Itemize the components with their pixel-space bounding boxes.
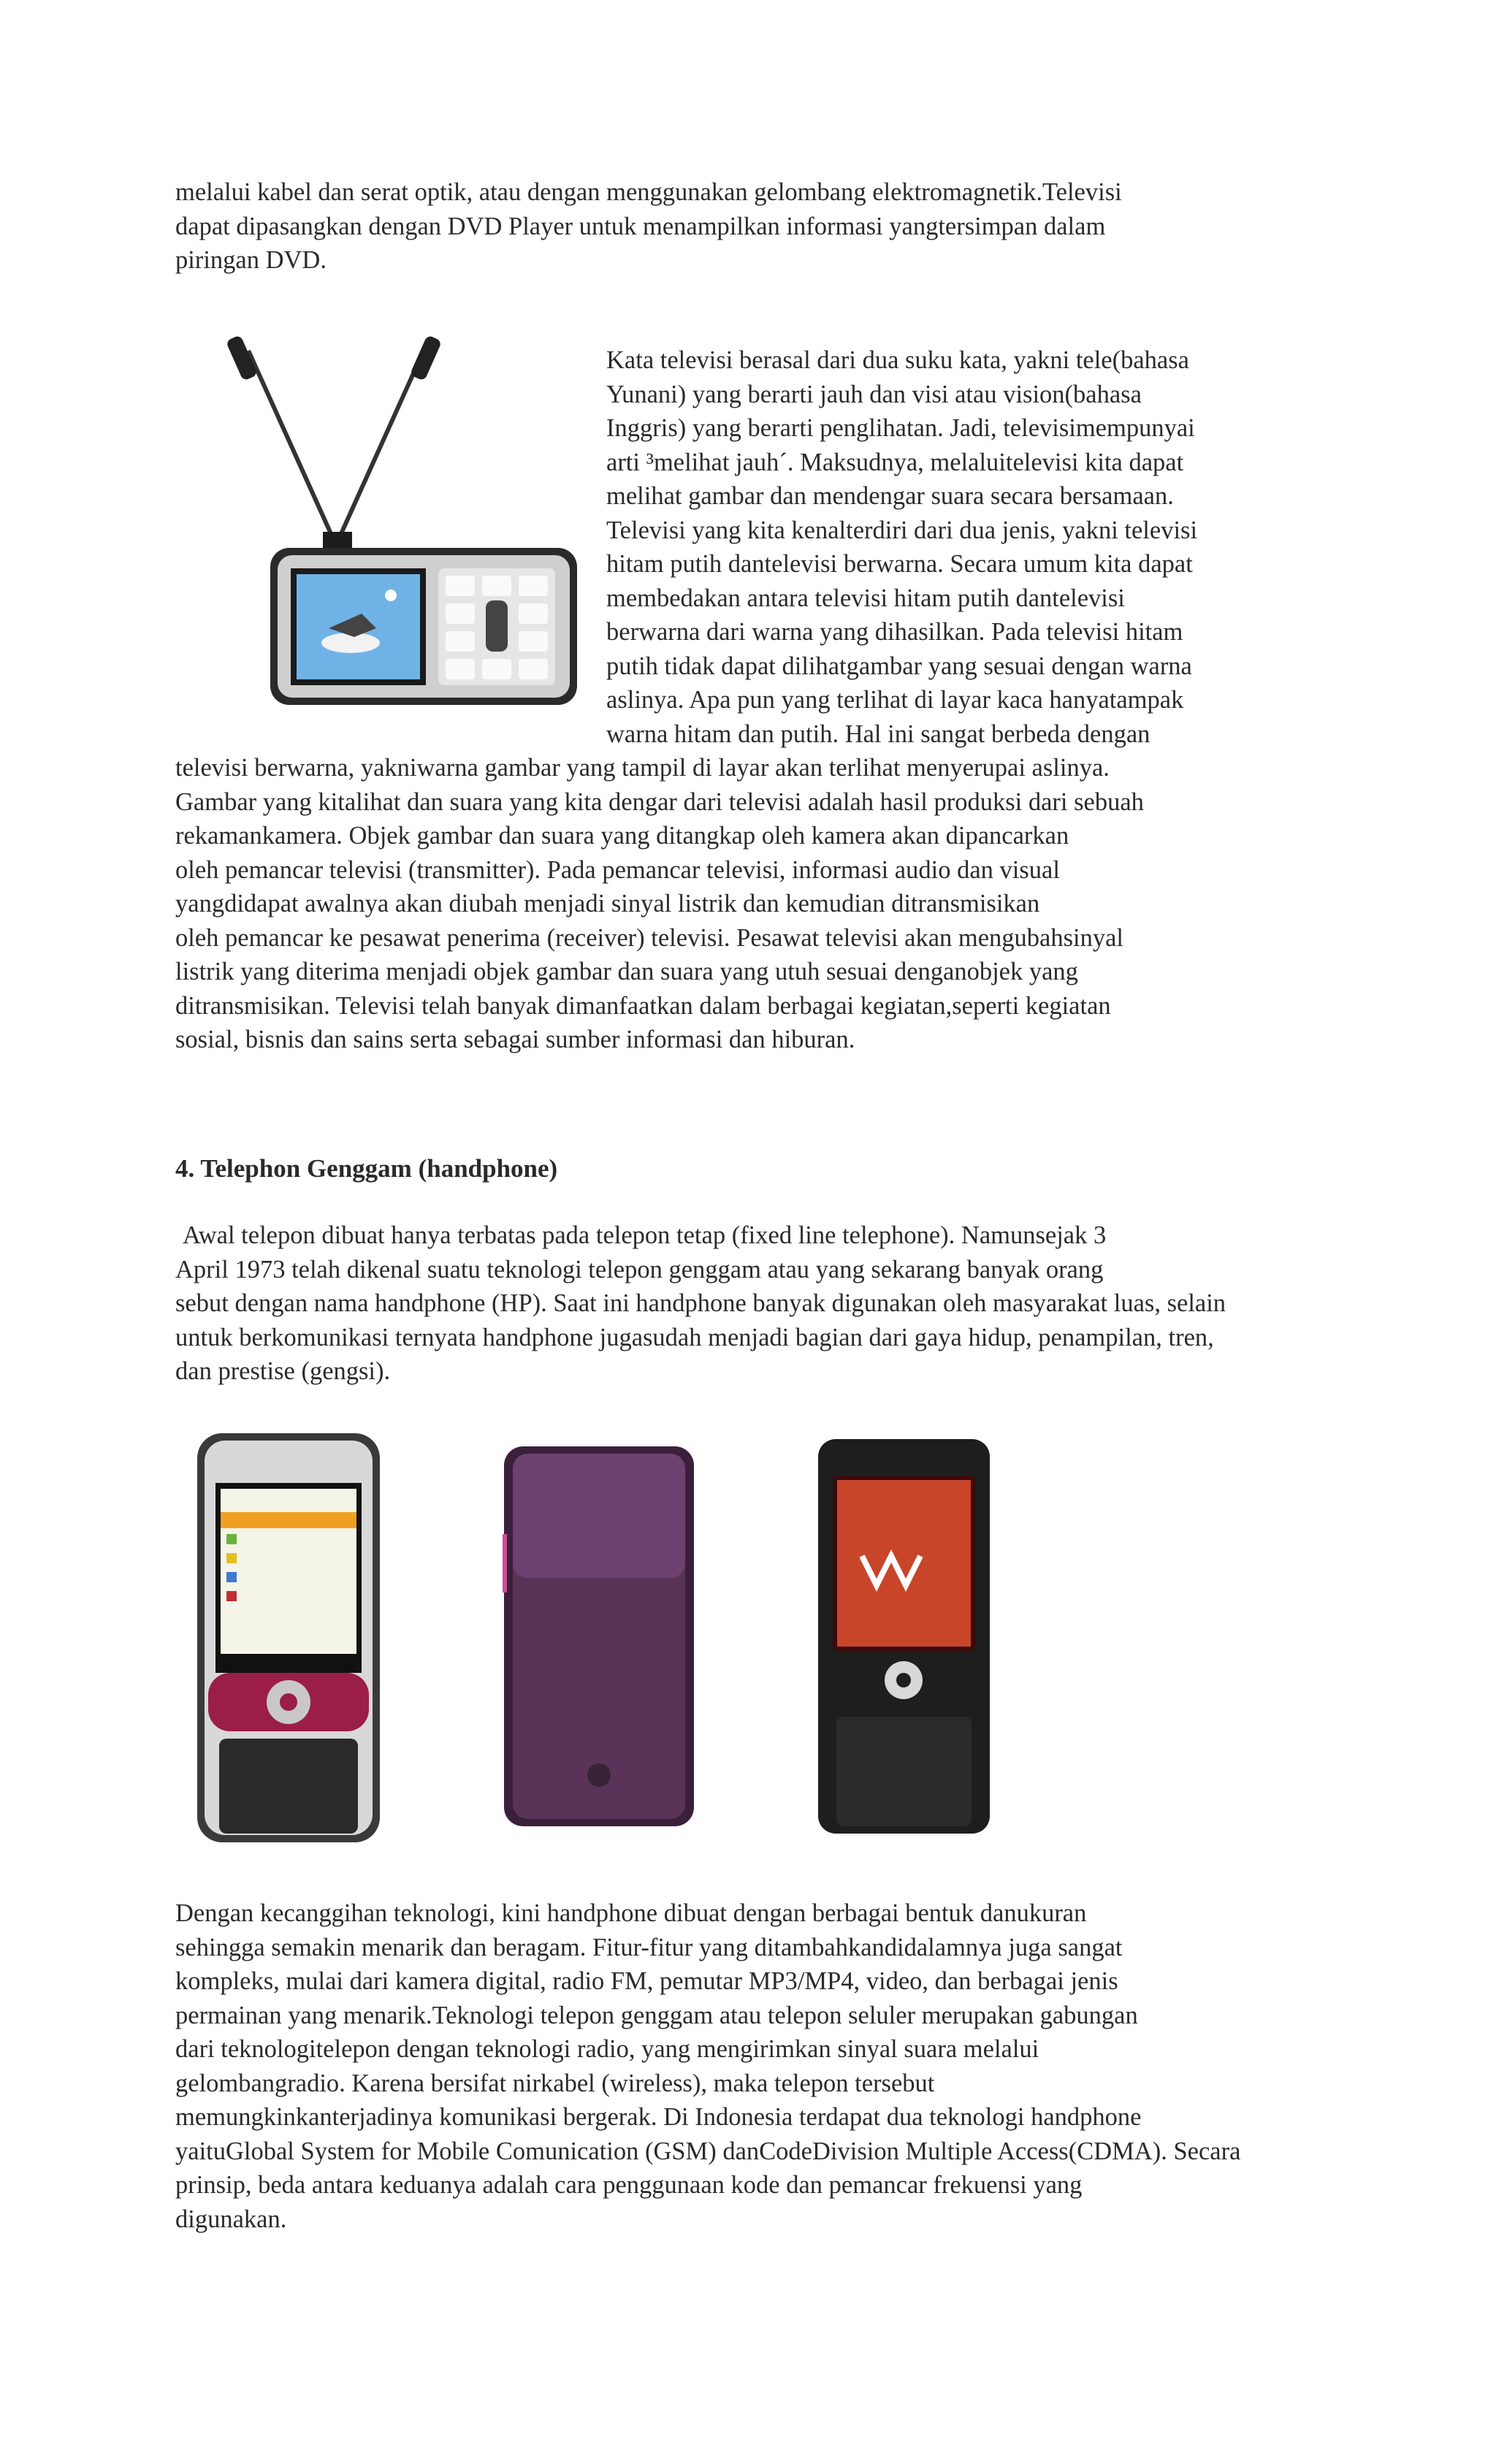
text-line: untuk berkomunikasi ternyata handphone jugasudah menjadi bagian dari gaya hidup, penampilan, tren, [175, 1323, 1214, 1351]
handphones-image [175, 1432, 1023, 1855]
text-line: dapat dipasangkan dengan DVD Player untuk menampilkan informasi yangtersimpan dalam [175, 212, 1106, 240]
text-line: arti ³melihat jauh´. Maksudnya, melaluitelevisi kita dapat [606, 448, 1184, 476]
phone-sony-ericsson-k [197, 1433, 380, 1842]
text-line: Inggris) yang berarti penglihatan. Jadi, televisimempunyai [606, 414, 1195, 442]
text-line: permainan yang menarik.Teknologi telepon genggam atau telepon seluler merupakan gabungan [175, 2001, 1138, 2029]
text-line: sehingga semakin menarik dan beragam. Fitur-fitur yang ditambahkandidalamnya juga sangat [175, 1933, 1123, 1961]
text-line: sosial, bisnis dan sains serta sebagai sumber informasi dan hiburan. [175, 1026, 855, 1053]
text-line: berwarna dari warna yang dihasilkan. Pada televisi hitam [606, 618, 1183, 646]
tv-side-paragraph [606, 343, 1300, 751]
text-line: Yunani) yang berarti jauh dan visi atau vision(bahasa [606, 380, 1142, 408]
text-line: yangdidapat awalnya akan diubah menjadi sinyal listrik dan kemudian ditransmisikan [175, 890, 1040, 918]
text-line: kompleks, mulai dari kamera digital, radio FM, pemutar MP3/MP4, video, dan berbagai jenis [175, 1967, 1118, 1995]
text-line: Gambar yang kitalihat dan suara yang kita dengar dari televisi adalah hasil produksi dari sebuah [175, 787, 1144, 816]
text-line: Kata televisi berasal dari dua suku kata, yakni tele(bahasa [606, 346, 1189, 374]
text-line: oleh pemancar ke pesawat penerima (receiver) televisi. Pesawat televisi akan mengubahsinyal [175, 923, 1123, 952]
text-line: memungkinkanterjadinya komunikasi bergerak. Di Indonesia terdapat dua teknologi handphone [175, 2103, 1142, 2131]
text-line: gelombangradio. Karena bersifat nirkabel (wireless), maka telepon tersebut [175, 2069, 935, 2097]
text-line: dan prestise (gengsi). [175, 1357, 391, 1385]
section-heading: 4. Telephon Genggam (handphone) [175, 1154, 558, 1183]
text-line: prinsip, beda antara keduanya adalah cara penggunaan kode dan pemancar frekuensi yang [175, 2171, 1083, 2199]
text-line: April 1973 telah dikenal suatu teknologi telepon genggam atau yang sekarang banyak orang [175, 1255, 1104, 1284]
text-line: hitam putih dantelevisi berwarna. Secara umum kita dapat [606, 550, 1193, 578]
text-line: aslinya. Apa pun yang terlihat di layar kaca hanyatampak [606, 686, 1184, 714]
handphone-tech-paragraph [175, 1896, 1315, 2236]
text-line: televisi berwarna, yakniwarna gambar yang tampil di layar akan terlihat menyerupai aslinya. [175, 754, 1110, 782]
handphone-intro-paragraph [175, 1218, 1322, 1389]
text-line: ditransmisikan. Televisi telah banyak dimanfaatkan dalam berbagai kegiatan,seperti kegiatan [175, 991, 1111, 1020]
text-line: yaituGlobal System for Mobile Comunication (GSM) danCodeDivision Multiple Access(CDMA). Secara [175, 2137, 1241, 2165]
text-line: digunakan. [175, 2205, 287, 2233]
text-line: piringan DVD. [175, 246, 327, 274]
tv-full-paragraph [175, 751, 1315, 1057]
phone-walkman [818, 1439, 990, 1834]
text-line: Dengan kecanggihan teknologi, kini handphone dibuat dengan berbagai bentuk danukuran [175, 1899, 1087, 1927]
intro-paragraph [175, 175, 1315, 278]
text-line: sebut dengan nama handphone (HP). Saat ini handphone banyak digunakan oleh masyarakat luas, selain [175, 1289, 1226, 1317]
text-line: dari teknologitelepon dengan teknologi radio, yang mengirimkan sinyal suara melalui [175, 2035, 1039, 2063]
text-line: membedakan antara televisi hitam putih dantelevisi [606, 584, 1125, 612]
text-line: warna hitam dan putih. Hal ini sangat berbeda dengan [606, 720, 1150, 748]
phone-purple-slider [503, 1446, 694, 1826]
text-line: Awal telepon dibuat hanya terbatas pada telepon tetap (fixed line telephone). Namunsejak 3 [183, 1221, 1107, 1249]
text-line: oleh pemancar televisi (transmitter). Pada pemancar televisi, informasi audio dan visual [175, 855, 1060, 884]
text-line: putih tidak dapat dilihatgambar yang sesuai dengan warna [606, 652, 1192, 680]
portable-tv-image [205, 336, 584, 716]
text-line: melalui kabel dan serat optik, atau dengan menggunakan gelombang elektromagnetik.Televisi [175, 178, 1122, 206]
text-line: Televisi yang kita kenalterdiri dari dua jenis, yakni televisi [606, 516, 1198, 544]
text-line: melihat gambar dan mendengar suara secara bersamaan. [606, 482, 1174, 510]
text-line: rekamankamera. Objek gambar dan suara yang ditangkap oleh kamera akan dipancarkan [175, 822, 1069, 850]
text-line: listrik yang diterima menjadi objek gambar dan suara yang utuh sesuai denganobjek yang [175, 958, 1078, 985]
